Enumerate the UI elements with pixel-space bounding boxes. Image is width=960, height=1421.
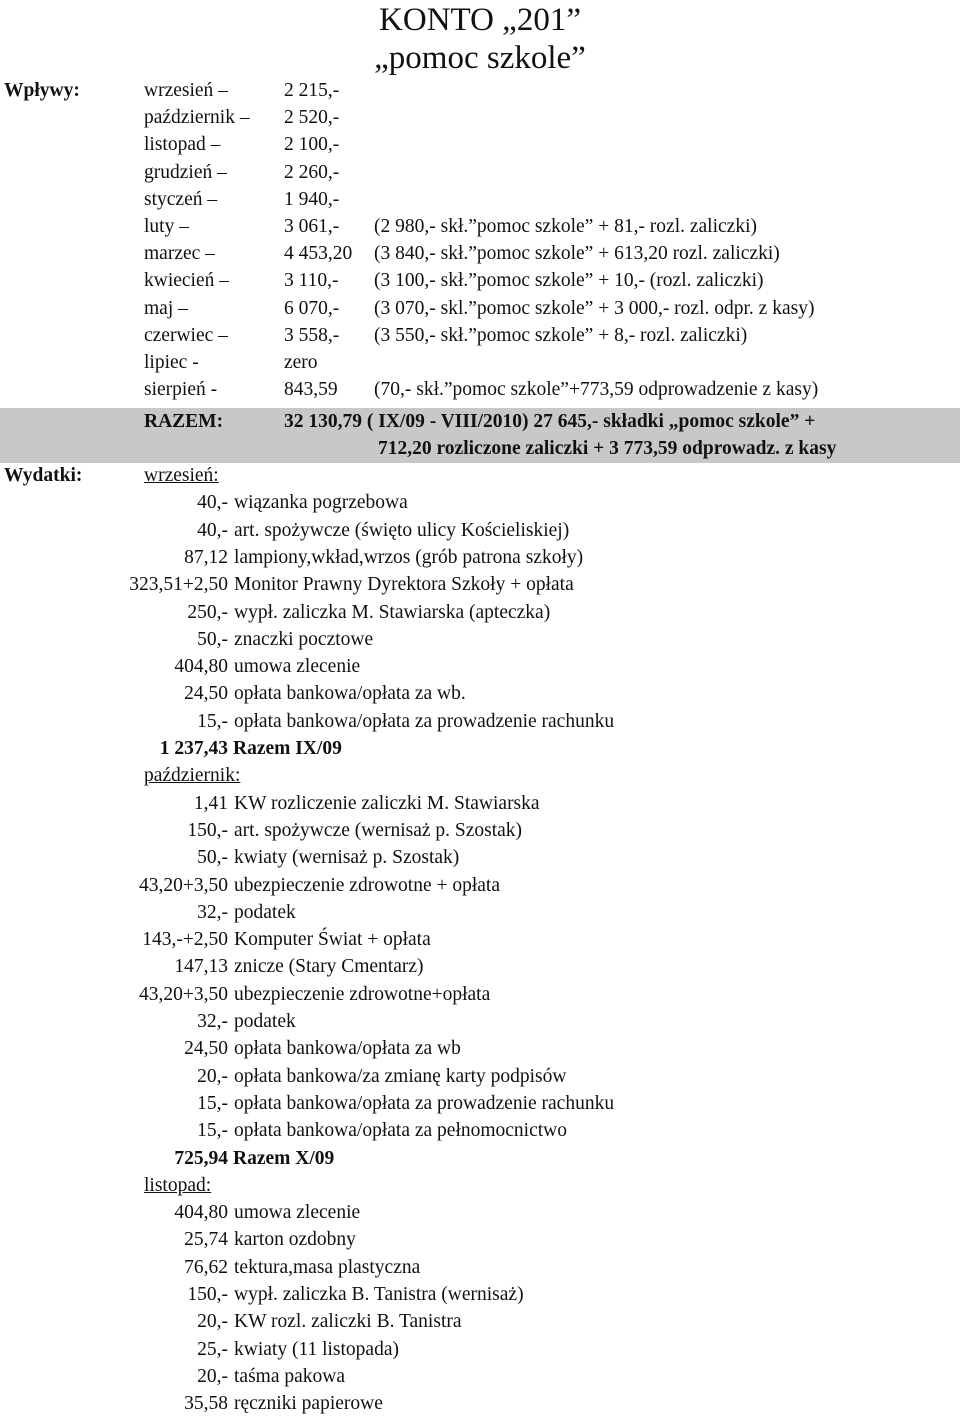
month-header: listopad: — [144, 1174, 212, 1196]
income-month: lipiec - — [144, 352, 199, 373]
expense-description: KW rozliczenie zaliczki M. Stawiarska — [234, 792, 540, 814]
expense-description: ręczniki papierowe — [234, 1393, 383, 1415]
expense-description: opłata bankowa/opłata za wb — [234, 1038, 461, 1060]
expense-amount: 15,- — [197, 710, 228, 732]
expense-amount: 150,- — [187, 819, 228, 841]
expense-amount: 50,- — [197, 847, 228, 869]
expense-description: tektura,masa plastyczna — [234, 1256, 421, 1278]
income-month: marzec – — [144, 243, 215, 265]
expense-amount: 20,- — [197, 1365, 228, 1387]
razem-line-2: 712,20 rozliczone zaliczki + 3 773,59 odprowadz. z kasy — [378, 438, 837, 459]
expense-amount: 25,74 — [184, 1229, 228, 1251]
expense-amount: 50,- — [197, 628, 228, 650]
income-month: wrzesień – — [144, 80, 228, 101]
income-note: (70,- skł.”pomoc szkole”+773,59 odprowadzenie z kasy) — [374, 379, 819, 401]
expense-description: umowa zlecenie — [234, 1202, 361, 1224]
expense-amount: 76,62 — [184, 1256, 228, 1278]
expense-description: ubezpieczenie zdrowotne+opłata — [234, 983, 491, 1005]
expense-description: wypł. zaliczka B. Tanistra (wernisaż) — [234, 1284, 524, 1305]
income-month: listopad – — [144, 134, 221, 156]
expense-description: podatek — [234, 901, 296, 923]
expense-amount: 143,-+2,50 — [142, 929, 228, 951]
month-header: październik: — [144, 765, 241, 787]
income-amount: 6 070,- — [284, 297, 340, 319]
income-note: (3 550,- skł.”pomoc szkole” + 8,- rozl. zaliczki) — [374, 324, 748, 346]
expense-amount: 40,- — [197, 519, 228, 541]
expense-amount: 15,- — [197, 1120, 228, 1142]
expense-amount: 24,50 — [184, 683, 228, 705]
expense-description: podatek — [234, 1011, 296, 1032]
income-note: (3 840,- skł.”pomoc szkole” + 613,20 rozl. zaliczki) — [374, 243, 780, 265]
razem-label: RAZEM: — [144, 411, 224, 432]
expense-description: Monitor Prawny Dyrektora Szkoły + opłata — [234, 574, 574, 596]
expense-description: ubezpieczenie zdrowotne + opłata — [234, 874, 500, 896]
wydatki-label: Wydatki: — [4, 465, 83, 486]
income-month: październik – — [144, 107, 250, 129]
income-note: (3 100,- skł.”pomoc szkole” + 10,- (rozl. zaliczki) — [374, 270, 764, 292]
income-note: (3 070,- skl.”pomoc szkole” + 3 000,- rozl. odpr. z kasy) — [374, 297, 815, 319]
income-month: maj – — [144, 297, 188, 319]
expense-description: opłata bankowa/za zmianę karty podpisów — [234, 1065, 567, 1087]
expense-amount: 20,- — [197, 1311, 228, 1333]
income-amount: 3 061,- — [284, 216, 340, 237]
expense-description: znicze (Stary Cmentarz) — [234, 956, 424, 978]
expense-description: umowa zlecenie — [234, 656, 361, 678]
income-amount: 2 520,- — [284, 107, 340, 129]
expense-amount: 20,- — [197, 1065, 228, 1087]
page-subtitle: „pomoc szkole” — [374, 40, 586, 76]
expense-amount: 87,12 — [184, 546, 228, 568]
expense-description: kwiaty (11 listopada) — [234, 1338, 399, 1360]
expense-amount: 1,41 — [193, 792, 228, 814]
expense-description: karton ozdobny — [234, 1229, 356, 1251]
expense-description: wypł. zaliczka M. Stawiarska (apteczka) — [234, 601, 551, 623]
month-total-amount: 1 237,43 — [159, 738, 228, 759]
razem-line-1: 32 130,79 ( IX/09 - VIII/2010) 27 645,- składki „pomoc szkole” + — [284, 411, 816, 432]
income-month: kwiecień – — [144, 270, 230, 292]
page-title: KONTO „201” — [379, 2, 581, 38]
expense-description: taśma pakowa — [234, 1365, 346, 1387]
expense-description: opłata bankowa/opłata za wb. — [234, 683, 466, 705]
month-total-label: Razem X/09 — [233, 1147, 335, 1169]
expense-description: opłata bankowa/opłata za prowadzenie rachunku — [234, 710, 615, 732]
expense-description: znaczki pocztowe — [234, 628, 374, 650]
expense-amount: 25,- — [197, 1338, 228, 1360]
expense-amount: 404,80 — [174, 656, 228, 678]
expense-amount: 40,- — [197, 492, 228, 514]
expense-description: opłata bankowa/opłata za pełnomocnictwo — [234, 1120, 568, 1142]
income-month: luty – — [144, 216, 189, 237]
income-amount: 3 558,- — [284, 324, 340, 346]
expense-description: Komputer Świat + opłata — [234, 929, 431, 951]
month-header: wrzesień: — [144, 465, 219, 486]
expense-description: kwiaty (wernisaż p. Szostak) — [234, 847, 460, 869]
expense-amount: 35,58 — [184, 1393, 228, 1415]
month-total-amount: 725,94 — [174, 1147, 228, 1169]
income-note: (2 980,- skł.”pomoc szkole” + 81,- rozl. zaliczki) — [374, 216, 757, 237]
income-amount: 843,59 — [284, 379, 338, 401]
expense-amount: 32,- — [197, 901, 228, 923]
expense-amount: 15,- — [197, 1092, 228, 1114]
expense-description: KW rozl. zaliczki B. Tanistra — [234, 1311, 462, 1333]
expense-amount: 150,- — [187, 1284, 228, 1305]
expense-amount: 24,50 — [184, 1038, 228, 1060]
income-month: grudzień – — [144, 161, 227, 183]
income-amount: 1 940,- — [284, 188, 340, 210]
income-month: czerwiec – — [144, 324, 228, 346]
income-month: styczeń – — [144, 188, 218, 210]
income-amount: 3 110,- — [284, 270, 339, 292]
expense-description: wiązanka pogrzebowa — [234, 492, 408, 514]
income-amount: zero — [284, 352, 318, 373]
expense-description: art. spożywcze (święto ulicy Kościeliskiej) — [234, 519, 570, 541]
expense-amount: 404,80 — [174, 1202, 228, 1224]
income-amount: 2 100,- — [284, 134, 340, 156]
expense-amount: 43,20+3,50 — [139, 874, 228, 896]
income-amount: 2 215,- — [284, 80, 340, 101]
expense-amount: 323,51+2,50 — [129, 574, 228, 596]
income-amount: 2 260,- — [284, 161, 340, 183]
income-month: sierpień - — [144, 379, 218, 401]
expense-amount: 43,20+3,50 — [139, 983, 228, 1005]
expense-amount: 32,- — [197, 1011, 228, 1032]
expense-description: lampiony,wkład,wrzos (grób patrona szkoły) — [234, 546, 584, 568]
expense-description: opłata bankowa/opłata za prowadzenie rachunku — [234, 1092, 615, 1114]
month-total-label: Razem IX/09 — [233, 738, 342, 759]
expense-amount: 147,13 — [174, 956, 228, 978]
expense-amount: 250,- — [187, 601, 228, 623]
wplywy-label: Wpływy: — [4, 80, 80, 101]
expense-description: art. spożywcze (wernisaż p. Szostak) — [234, 819, 523, 841]
income-amount: 4 453,20 — [284, 243, 353, 265]
